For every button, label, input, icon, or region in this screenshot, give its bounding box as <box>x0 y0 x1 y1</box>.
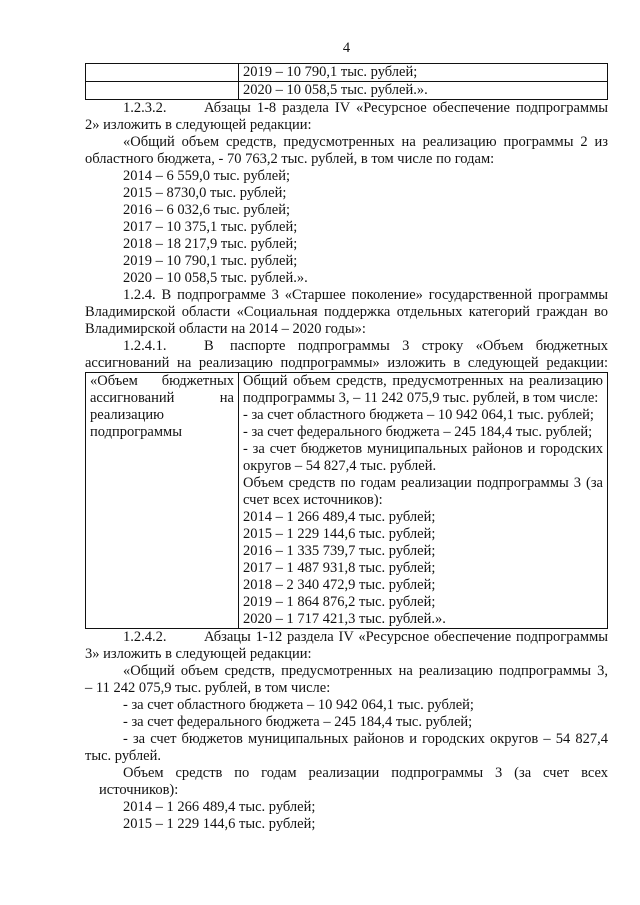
year-line: 2019 – 10 790,1 тыс. рублей; <box>123 253 298 269</box>
value-line: 2019 – 1 864 876,2 тыс. рублей; <box>243 594 436 610</box>
paragraph-1-2-4-2-heading <box>85 629 608 646</box>
section-number: 1.2.4.1. <box>123 338 167 354</box>
label-line <box>90 373 234 390</box>
page-number: 4 <box>342 40 351 56</box>
value-line: 2020 – 1 717 421,3 тыс. рублей.». <box>243 611 446 627</box>
list-item: - за счет бюджетов муниципальных районов и городских округов – 54 827,4 <box>123 731 608 747</box>
year-line: 2020 – 10 058,5 тыс. рублей.». <box>123 270 308 286</box>
document-page <box>85 40 608 833</box>
table-cell: 2019 – 10 790,1 тыс. рублей; <box>239 64 608 82</box>
table-cell: 2020 – 10 058,5 тыс. рублей.». <box>239 82 608 100</box>
table-cell-value <box>239 373 608 629</box>
label-word: ассигнований <box>90 390 175 406</box>
year-line: 2015 – 8730,0 тыс. рублей; <box>123 185 287 201</box>
label-line <box>90 390 234 407</box>
section-number: 1.2.4.2. <box>123 629 167 645</box>
value-line: 2018 – 2 340 472,9 тыс. рублей; <box>243 577 436 593</box>
label-line: реализацию <box>90 407 164 423</box>
top-table <box>85 63 608 100</box>
value-line: 2014 – 1 266 489,4 тыс. рублей; <box>243 509 436 525</box>
table-cell-label <box>86 373 239 629</box>
year-line: 2014 – 1 266 489,4 тыс. рублей; <box>123 799 316 815</box>
heading-word: В <box>204 338 214 354</box>
label-word: «Объем <box>90 373 138 389</box>
heading-continuation: ассигнований на реализацию подпрограммы» изложить в следующей редакции: <box>85 355 608 371</box>
label-word: на <box>219 390 234 406</box>
heading-text: Абзацы 1-12 раздела IV «Ресурсное обеспечение подпрограммы <box>204 629 608 645</box>
value-line: 2017 – 1 487 931,8 тыс. рублей; <box>243 560 436 576</box>
value-line: Общий объем средств, предусмотренных на реализацию подпрограммы 3, – 11 242 075,9 тыс. рублей, в том числе: <box>243 373 603 406</box>
value-line: 2016 – 1 335 739,7 тыс. рублей; <box>243 543 436 559</box>
paragraph-1-2-4-line: 1.2.4. В подпрограмме 3 «Старшее поколение» государственной программы <box>123 287 608 303</box>
quote-line: – 11 242 075,9 тыс. рублей, в том числе: <box>85 680 331 696</box>
year-line: 2015 – 1 229 144,6 тыс. рублей; <box>123 816 316 832</box>
quote-line: «Общий объем средств, предусмотренных на реализацию программы 2 из <box>123 134 608 150</box>
heading-text: Абзацы 1-8 раздела IV «Ресурсное обеспечение подпрограммы <box>204 100 608 116</box>
quote-line: областного бюджета, - 70 763,2 тыс. рублей, в том числе по годам: <box>85 151 495 167</box>
list-item: - за счет областного бюджета – 10 942 064,1 тыс. рублей; <box>123 697 474 713</box>
paragraph-1-2-3-2-heading <box>85 100 608 117</box>
years-intro-continuation: источников): <box>99 782 179 798</box>
section-number: 1.2.3.2. <box>123 100 167 116</box>
year-line: 2016 – 6 032,6 тыс. рублей; <box>123 202 290 218</box>
table-row <box>86 82 608 100</box>
paragraph-1-2-4-line: Владимирской области на 2014 – 2020 годы»: <box>85 321 366 337</box>
value-line: 2015 – 1 229 144,6 тыс. рублей; <box>243 526 436 542</box>
table-row <box>86 64 608 82</box>
heading-continuation: 3» изложить в следующей редакции: <box>85 646 312 662</box>
table-cell-empty <box>86 64 239 82</box>
label-word: бюджетных <box>161 373 234 389</box>
paragraph-1-2-4-line: Владимирской области «Социальная поддержка отдельных категорий граждан во <box>85 304 608 320</box>
year-line: 2018 – 18 217,9 тыс. рублей; <box>123 236 298 252</box>
quote-line: «Общий объем средств, предусмотренных на реализацию подпрограммы 3, <box>123 663 608 679</box>
table-cell-empty <box>86 82 239 100</box>
value-line: - за счет федерального бюджета – 245 184,4 тыс. рублей; <box>243 424 593 440</box>
value-line: Объем средств по годам реализации подпрограммы 3 (за счет всех источников): <box>243 475 603 508</box>
year-line: 2017 – 10 375,1 тыс. рублей; <box>123 219 298 235</box>
paragraph-1-2-4-1-heading <box>85 338 608 355</box>
value-line: - за счет бюджетов муниципальных районов и городских округов – 54 827,4 тыс. рублей. <box>243 441 603 474</box>
years-intro: Объем средств по годам реализации подпрограммы 3 (за счет всех <box>123 765 608 781</box>
year-line: 2014 – 6 559,0 тыс. рублей; <box>123 168 290 184</box>
heading-text: паспорте подпрограммы 3 строку «Объем бюджетных <box>230 338 608 354</box>
list-item: - за счет федерального бюджета – 245 184,4 тыс. рублей; <box>123 714 473 730</box>
label-line: подпрограммы <box>90 424 182 440</box>
passport-table <box>85 372 608 629</box>
value-line: - за счет областного бюджета – 10 942 064,1 тыс. рублей; <box>243 407 594 423</box>
heading-continuation: 2» изложить в следующей редакции: <box>85 117 312 133</box>
table-row <box>86 373 608 629</box>
list-item-continuation: тыс. рублей. <box>85 748 161 764</box>
